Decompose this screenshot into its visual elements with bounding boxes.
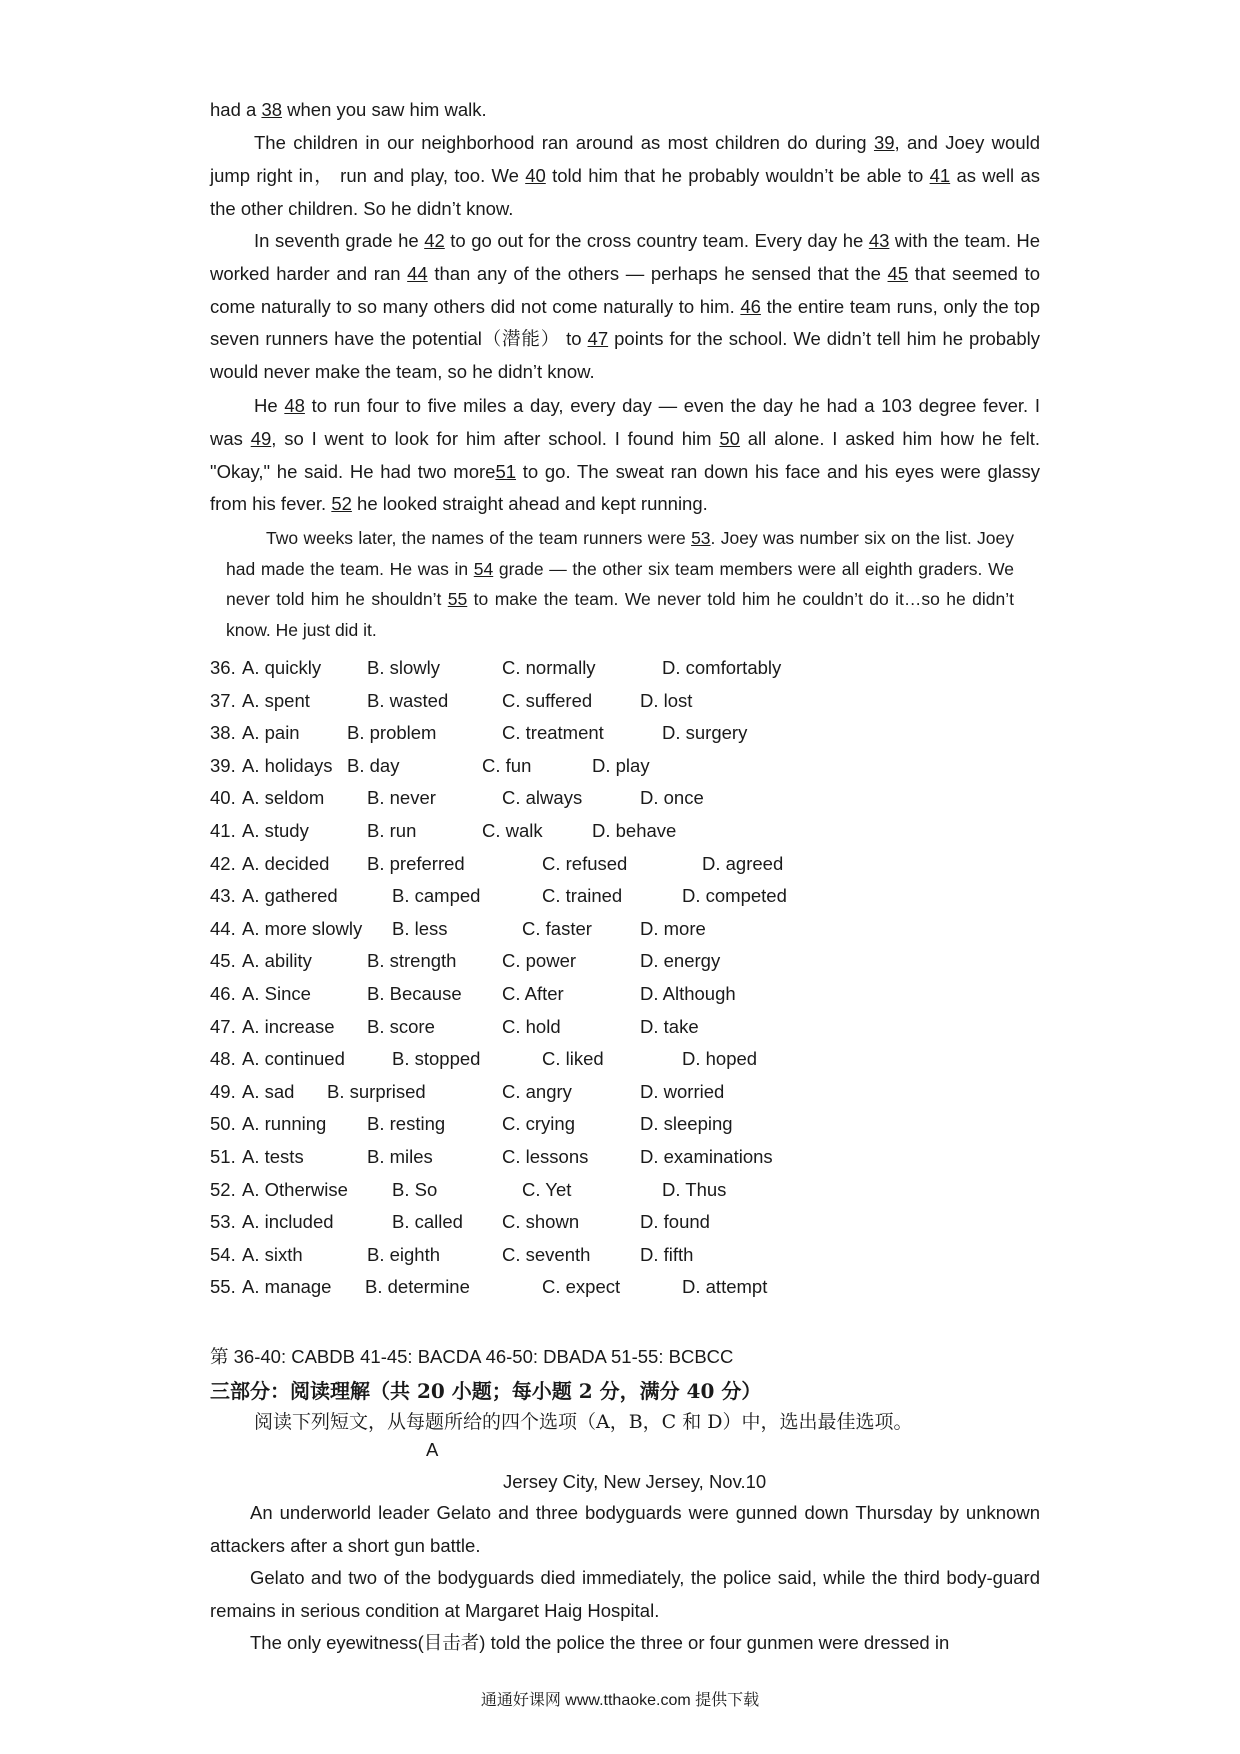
- option-d: D. hoped: [682, 1048, 758, 1070]
- option-b: B. called: [392, 1211, 463, 1233]
- option-row: [210, 1076, 1110, 1109]
- option-row: [210, 717, 1110, 750]
- option-c: C. normally: [502, 657, 596, 678]
- option-a: A. seldom: [242, 787, 325, 809]
- option-a: A. Otherwise: [242, 1178, 348, 1200]
- passage-label: A: [426, 1439, 439, 1460]
- question-number: 46.: [210, 982, 236, 1004]
- option-b: B. wasted: [367, 689, 449, 711]
- option-b: B. slowly: [367, 657, 440, 678]
- cloze-paragraph-3: He 48 to run four to five miles a day, every day — even the day he had a 103 degree fever. I was 49, so I went to look for him after school. I found him 50 all alone. I asked him how he felt. "Okay," he said. He had two more51 to go. The sweat ran down his face and his eyes were glassy from his fever. 52 he looked straight ahead and kept running.: [210, 395, 1041, 515]
- option-a: A. gathered: [242, 885, 338, 907]
- option-d: D. take: [640, 1015, 699, 1037]
- option-d: D. worried: [640, 1080, 725, 1102]
- section-title: 三部分：阅读理解（共 20 小题；每小题 2 分，满分 40 分）: [210, 1379, 762, 1403]
- option-b: B. So: [392, 1178, 438, 1200]
- option-b: B. strength: [367, 950, 457, 972]
- option-d: D. once: [640, 787, 704, 809]
- option-a: A. ability: [242, 950, 312, 972]
- option-a: A. included: [242, 1211, 334, 1233]
- option-a: A. spent: [242, 689, 310, 711]
- option-b: B. Because: [367, 982, 462, 1004]
- question-number: 38.: [210, 722, 236, 744]
- question-number: 41.: [210, 819, 236, 841]
- option-b: B. day: [347, 754, 400, 776]
- option-a: A. more slowly: [242, 917, 363, 939]
- option-row: [210, 782, 1110, 815]
- answer-key: 第 36-40: CABDB 41-45: BACDA 46-50: DBADA 51-55: BCBCC: [210, 1346, 734, 1367]
- question-number: 52.: [210, 1178, 236, 1200]
- option-b: B. camped: [392, 885, 481, 907]
- question-number: 40.: [210, 787, 236, 809]
- option-c: C. refused: [542, 852, 628, 874]
- cloze-paragraph-2: In seventh grade he 42 to go out for the cross country team. Every day he 43 with the team. He worked harder and ran 44 than any of the others — perhaps he sensed that the 45 that seemed to come naturally to so many others did not come naturally to him. 46 the entire team runs, only the top seven runners have the potential（潜能） to 47 points for the school. We didn’t tell him he probably would never make the team, so he didn’t know.: [210, 230, 1041, 383]
- question-number: 44.: [210, 917, 236, 939]
- option-a: A. study: [242, 819, 309, 841]
- question-number: 49.: [210, 1080, 236, 1102]
- question-number: 37.: [210, 689, 236, 711]
- passage-paragraph-1: Gelato and two of the bodyguards died immediately, the police said, while the third body-guard remains in serious condition at Margaret Haig Hospital.: [210, 1567, 1040, 1621]
- option-b: B. preferred: [367, 852, 465, 874]
- option-d: D. play: [592, 754, 650, 776]
- option-c: C. hold: [502, 1015, 561, 1037]
- option-a: A. quickly: [242, 657, 322, 678]
- option-c: C. faster: [522, 917, 592, 939]
- option-a: A. continued: [242, 1048, 345, 1070]
- passage-paragraph-2: The only eyewitness(目击者) told the police the three or four gunmen were dressed in: [250, 1632, 950, 1653]
- option-d: D. sleeping: [640, 1113, 733, 1135]
- option-row: [210, 978, 1110, 1011]
- option-row: [210, 913, 1110, 946]
- option-b: B. run: [367, 819, 417, 841]
- option-d: D. examinations: [640, 1145, 773, 1167]
- option-a: A. holidays: [242, 754, 333, 776]
- option-row: [210, 1011, 1110, 1044]
- option-a: A. sixth: [242, 1243, 303, 1265]
- option-b: B. never: [367, 787, 436, 809]
- option-c: C. shown: [502, 1211, 580, 1233]
- option-d: D. Thus: [662, 1178, 727, 1200]
- option-c: C. Yet: [522, 1178, 572, 1200]
- question-number: 39.: [210, 754, 236, 776]
- option-d: D. lost: [640, 689, 693, 711]
- option-d: D. comfortably: [662, 657, 782, 678]
- option-row: [210, 1141, 1110, 1174]
- option-a: A. increase: [242, 1015, 335, 1037]
- question-number: 42.: [210, 852, 236, 874]
- option-b: B. stopped: [392, 1048, 481, 1070]
- options-list: [210, 652, 1110, 1304]
- option-b: B. surprised: [327, 1080, 426, 1102]
- option-c: C. power: [502, 950, 577, 972]
- question-number: 51.: [210, 1145, 236, 1167]
- passage-paragraph-0: An underworld leader Gelato and three bodyguards were gunned down Thursday by unknown attackers after a short gun battle.: [210, 1502, 1040, 1556]
- option-row: [210, 848, 1110, 881]
- question-number: 43.: [210, 885, 236, 907]
- option-d: D. fifth: [640, 1243, 694, 1265]
- question-number: 48.: [210, 1048, 236, 1070]
- cloze-paragraph-0: had a 38 when you saw him walk.: [210, 99, 487, 120]
- option-d: D. attempt: [682, 1276, 768, 1298]
- cloze-paragraph-1: The children in our neighborhood ran around as most children do during 39, and Joey would jump right in， run and play, too. We 40 told him that he probably wouldn’t be able to 41 as well as the other children. So he didn’t know.: [210, 132, 1041, 219]
- question-number: 55.: [210, 1276, 236, 1298]
- option-c: C. trained: [542, 885, 623, 907]
- option-a: A. tests: [242, 1145, 304, 1167]
- option-a: A. decided: [242, 852, 330, 874]
- option-c: C. always: [502, 787, 583, 809]
- option-c: C. liked: [542, 1048, 604, 1070]
- option-row: [210, 1174, 1110, 1207]
- option-a: A. running: [242, 1113, 327, 1135]
- option-d: D. Although: [640, 982, 736, 1004]
- option-c: C. fun: [482, 754, 532, 776]
- option-c: C. angry: [502, 1080, 572, 1102]
- option-b: B. less: [392, 917, 448, 939]
- option-row: [210, 685, 1110, 718]
- option-a: A. manage: [242, 1276, 332, 1298]
- option-a: A. sad: [242, 1080, 295, 1102]
- option-d: D. found: [640, 1211, 710, 1233]
- option-d: D. more: [640, 917, 706, 939]
- option-b: B. eighth: [367, 1243, 441, 1265]
- option-d: D. agreed: [702, 852, 784, 874]
- option-b: B. resting: [367, 1113, 446, 1135]
- option-row: [210, 880, 1110, 913]
- option-row: [210, 1239, 1110, 1272]
- option-c: C. expect: [542, 1276, 621, 1298]
- dateline: Jersey City, New Jersey, Nov.10: [503, 1471, 767, 1492]
- option-row: [210, 945, 1110, 978]
- question-number: 36.: [210, 657, 236, 678]
- option-d: D. competed: [682, 885, 787, 907]
- option-c: C. suffered: [502, 689, 593, 711]
- option-c: C. treatment: [502, 722, 604, 744]
- option-d: D. energy: [640, 950, 721, 972]
- option-b: B. miles: [367, 1145, 433, 1167]
- option-c: C. crying: [502, 1113, 575, 1135]
- option-row: [210, 1271, 1110, 1304]
- option-c: C. walk: [482, 819, 543, 841]
- option-b: B. problem: [347, 722, 437, 744]
- option-a: A. Since: [242, 982, 311, 1004]
- option-row: [210, 1206, 1110, 1239]
- question-number: 53.: [210, 1211, 236, 1233]
- option-row: [210, 1108, 1110, 1141]
- option-row: [210, 1043, 1110, 1076]
- option-row: [210, 652, 1110, 685]
- option-c: C. After: [502, 982, 564, 1004]
- option-b: B. determine: [365, 1276, 470, 1298]
- question-number: 45.: [210, 950, 236, 972]
- section-instruction: 阅读下列短文，从每题所给的四个选项（A，B，C 和 D）中，选出最佳选项。: [254, 1411, 913, 1433]
- option-b: B. score: [367, 1015, 435, 1037]
- option-c: C. seventh: [502, 1243, 591, 1265]
- question-number: 47.: [210, 1015, 236, 1037]
- option-a: A. pain: [242, 722, 300, 744]
- cloze-paragraph-4: Two weeks later, the names of the team runners were 53. Joey was number six on the list. Joey had made the team. He was in 54 grade — the other six team members were all eighth graders. We never told him he shouldn’t 55 to make the team. We never told him he couldn’t do it…so he didn’t know. He just did it.: [226, 528, 1014, 640]
- page-footer: 通通好课网 www.tthaoke.com 提供下载: [480, 1692, 760, 1709]
- option-row: [210, 750, 1110, 783]
- option-d: D. surgery: [662, 722, 748, 744]
- option-d: D. behave: [592, 819, 677, 841]
- question-number: 54.: [210, 1243, 236, 1265]
- option-c: C. lessons: [502, 1145, 589, 1167]
- question-number: 50.: [210, 1113, 236, 1135]
- option-row: [210, 815, 1110, 848]
